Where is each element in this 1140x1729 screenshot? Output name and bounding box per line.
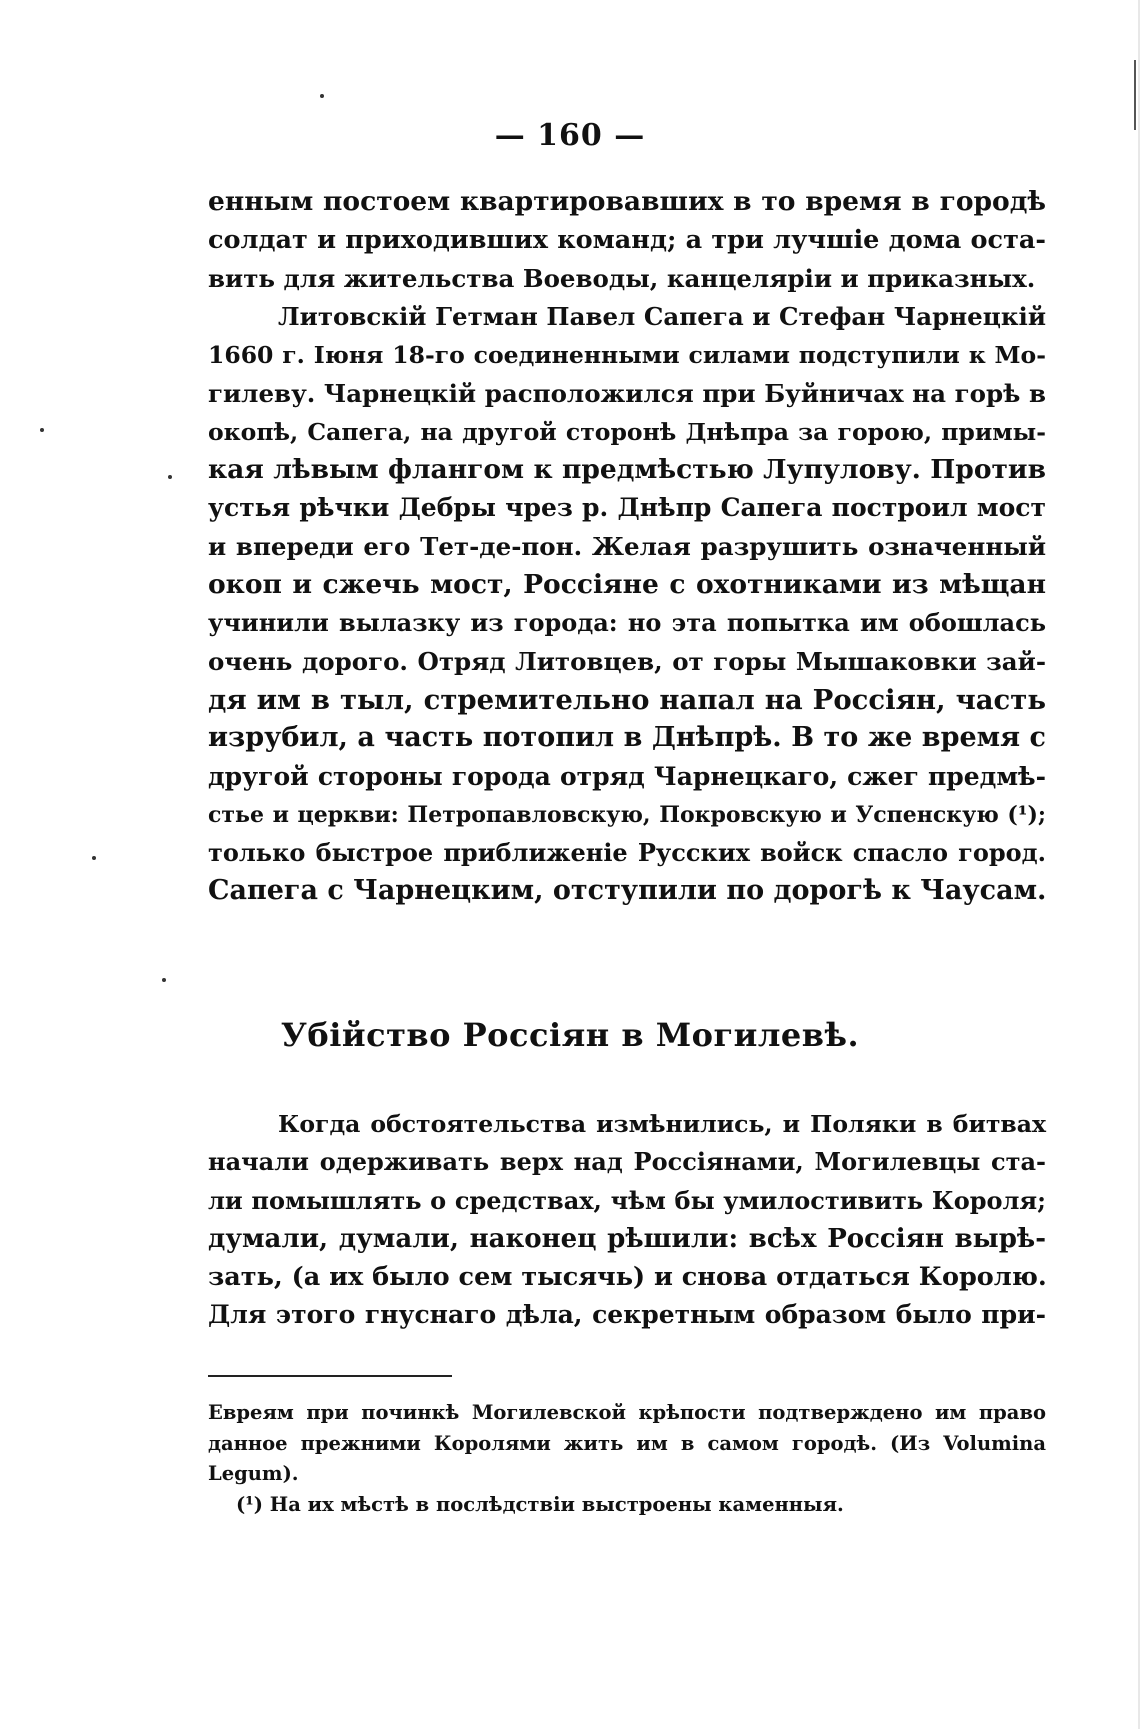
text-line: очень дорого. Отряд Литовцев, от горы Мышаковки зай- (208, 646, 1046, 676)
text-line: изрубил, а часть потопил в Днѣпрѣ. В то же время с (208, 722, 1046, 754)
text-line: зать, (а их было сем тысячь) и снова отдаться Королю. (208, 1262, 1047, 1293)
text-line: Литовскій Гетман Павел Сапега и Стефан Чарнецкій (278, 302, 1046, 331)
text-line: Для этого гнуснаго дѣла, секретным образом было при- (208, 1300, 1046, 1330)
text-line: дя им в тыл, стремительно напал на Россіян, часть (208, 683, 1046, 716)
text-line: ли помышлять о средствах, чѣм бы умилостивить Короля; (208, 1185, 1046, 1215)
scan-speck (92, 856, 96, 860)
text-line: и впереди его Тет-де-пон. Желая разрушить означенный (208, 531, 1046, 561)
text-line: другой стороны города отряд Чарнецкаго, сжег предмѣ- (208, 761, 1046, 791)
footnotes (208, 1398, 1046, 1520)
text-line: начали одерживать верх над Россіянами, Могилевцы ста- (208, 1147, 1046, 1177)
paragraph-continued (208, 183, 1046, 298)
scan-speck (168, 475, 172, 479)
paragraph-massacre (208, 1105, 1046, 1335)
text-line: стье и церкви: Петропавловскую, Покровскую и Успенскую (¹); (208, 801, 1046, 828)
text-line: окоп и сжечь мост, Россіяне с охотниками из мѣщан (208, 569, 1046, 601)
text-line: енным постоем квартировавших в то время в городѣ (208, 186, 1046, 217)
text-line: Сапега с Чарнецким, отступили по дорогѣ к Чаусам. (208, 875, 1047, 907)
text-line: вить для жительства Воеводы, канцеляріи и приказных. (208, 263, 1036, 293)
text-line: учинили вылазку из города: но эта попытка им обошлась (208, 608, 1046, 638)
text-line: 1660 г. Іюня 18-го соединенными силами подступили к Мо- (208, 341, 1046, 370)
footnote-line: данное прежними Королями жить им в самом городѣ. (Из Volumina (208, 1431, 1046, 1455)
text-line: думали, думали, наконец рѣшили: всѣх Россіян вырѣ- (208, 1223, 1046, 1254)
footnote-line: Legum). (208, 1462, 299, 1485)
text-line: устья рѣчки Дебры чрез р. Днѣпр Сапега построил мост (208, 493, 1046, 523)
text-line: кая лѣвым флангом к предмѣстью Лупулову. Против (208, 454, 1046, 486)
text-line: Когда обстоятельства измѣнились, и Поляки в битвах (278, 1110, 1046, 1138)
section-heading: Убійство Россіян в Могилевѣ. (280, 1016, 860, 1054)
paragraph-sapega-siege (208, 298, 1046, 911)
text-line: гилеву. Чарнецкій расположился при Буйничах на горѣ в (208, 378, 1046, 408)
scan-speck (40, 428, 44, 432)
footnote-1: (¹) На их мѣстѣ в послѣдствіи выстроены каменныя. (236, 1492, 844, 1516)
scan-speck (320, 94, 324, 98)
scan-speck (162, 978, 166, 982)
footnote-line: Евреям при починкѣ Могилевской крѣпости подтверждено им право (208, 1401, 1046, 1424)
text-line: солдат и приходивших команд; а три лучшіе дома оста- (208, 225, 1046, 256)
text-line: только быстрое приближеніе Русских войск спасло город. (208, 838, 1046, 868)
text-line: окопѣ, Сапега, на другой сторонѣ Днѣпра за горою, примы- (208, 417, 1046, 446)
footnote-separator (208, 1375, 452, 1377)
page-number: — 160 — (494, 118, 646, 153)
